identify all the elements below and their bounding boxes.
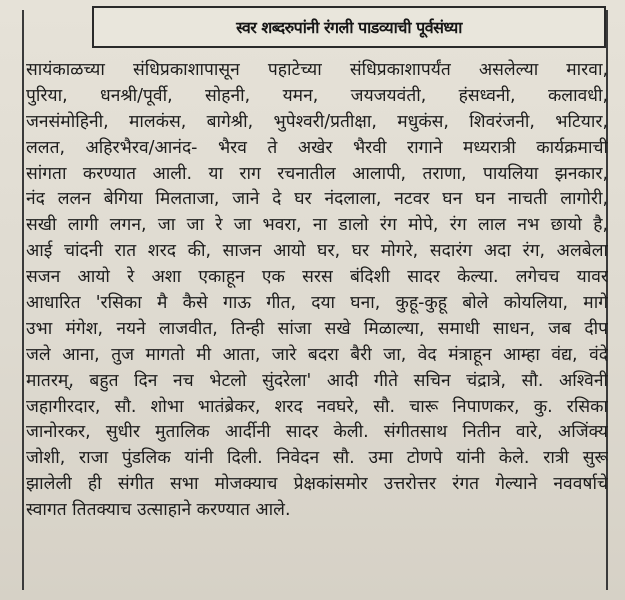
article-line: सजन आयो रे अशा एकाहून एक सरस बंदिशी सादर केल्या. लगेचच यावर bbox=[26, 267, 608, 288]
article-line: सायंकाळच्या संधिप्रकाशापासून पहाटेच्या संधिप्रकाशापर्यंत असलेल्या मारवा, bbox=[26, 60, 608, 80]
article-line: पुरिया, धनश्री/पूर्वी, सोहनी, यमन, जयजयवंती, हंसध्वनी, कलावधी, bbox=[26, 85, 608, 106]
article-headline: स्वर शब्दरुपांनी रंगली पाडव्याची पूर्वसंध्या bbox=[236, 18, 462, 37]
article-line: आई चांदनी रात शरद की, साजन आयो घर, घर मोगरे, सदारंग अदा रंग, अलबेला bbox=[26, 241, 608, 262]
article-line: जोशी, राजा पुंडलिक यांनी दिली. निवेदन सौ. उमा टोणपे यांनी केले. रात्री सुरू bbox=[26, 448, 608, 469]
article-line: जनसंमोहिनी, मालकंस, बागेश्री, भुपेश्वरी/प्रतीक्षा, मधुकंस, शिवरंजनी, भटियार, bbox=[26, 111, 608, 132]
article-line: ललत, अहिरभैरव/आनंद- भैरव ते अखेर भैरवी रागाने मध्यरात्री कार्यक्रमाची bbox=[26, 137, 608, 158]
article-line: जले आना, तुज मागतो मी आता, जारे बदरा बैरी जा, वेद मंत्राहून आम्हा वंद्य, वंदे bbox=[26, 344, 608, 365]
left-column-rule bbox=[22, 10, 24, 590]
article-line: जानोरकर, सुधीर मुतालिक आर्दीनी सादर केली. संगीतसाथ नितीन वारे, अजिंक्य bbox=[26, 422, 608, 443]
article-line: उभा मंगेश, नयने लाजवीत, तिन्ही सांजा सखे मिळाल्या, समाधी साधन, जब दीप bbox=[26, 318, 608, 339]
article-line: सांगता करण्यात आली. या राग रचनातील आलापी, तराणा, पायलिया झनकार, bbox=[26, 163, 608, 184]
article-line: मातरम्, बहुत दिन नच भेटलो सुंदरेला' आदी गीते सचिन चंद्रात्रे, सौ. अश्विनी bbox=[26, 370, 608, 391]
article-line: नंद ललन बेगिया मिलताजा, जाने दे घर नंदलाला, नटवर घन घन नाचती लागोरी, bbox=[26, 189, 608, 210]
article-line: जहागीरदार, सौ. शोभा भातंब्रेकर, शरद नवघरे, सौ. चारू निपाणकर, कु. रसिका bbox=[26, 396, 608, 417]
article-line: सखी लागी लगन, जा जा रे जा भवरा, ना डालो रंग मोपे, रंग लाल नभ छायो है, bbox=[26, 215, 608, 236]
headline-box bbox=[92, 6, 606, 48]
article-body bbox=[26, 58, 608, 524]
article-line: झालेली ही संगीत सभा मोजक्याच प्रेक्षकांसमोर उत्तरोत्तर रंगत गेल्याने नववर्षाचे bbox=[26, 474, 608, 495]
article-line: स्वागत तितक्याच उत्साहाने करण्यात आले. bbox=[26, 500, 291, 521]
article-line: आधारित 'रसिका मै कैसे गाऊ गीत, दया घना, कुहू-कुहू बोले कोयलिया, मागे bbox=[26, 293, 608, 314]
